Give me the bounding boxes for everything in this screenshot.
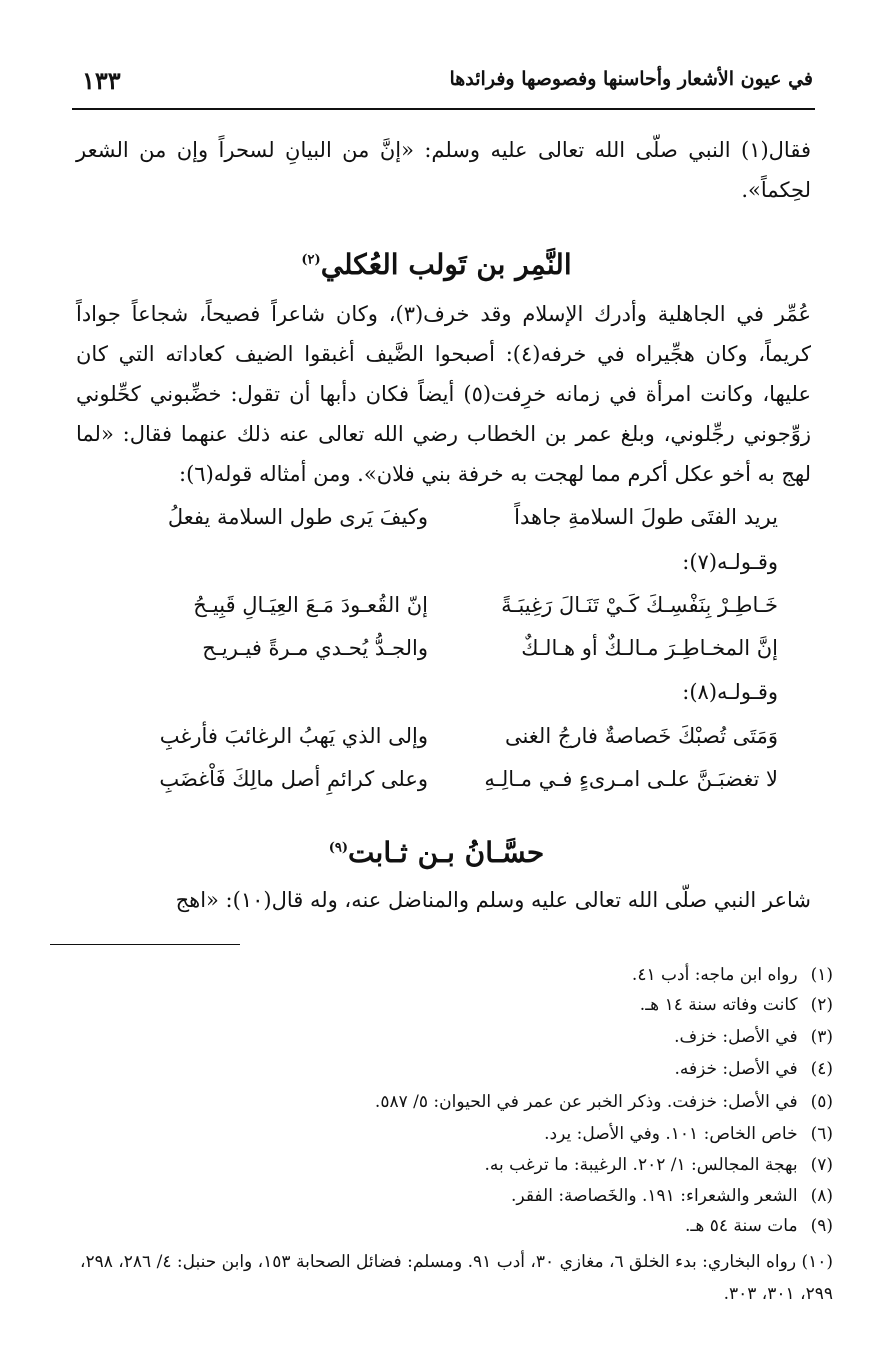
footnote [544,1124,833,1144]
footnote-number: (١) [810,965,833,985]
biography-paragraph-nimr: عُمِّر في الجاهلية وأدرك الإسلام وقد خرف(٣)، وكان شاعراً فصيحاً، شجاعاً جواداً كريماً، وكان هجِّيراه في خرفه(٤): أصبحوا الضَّيف أغبقوا الضيف كعاداته التي كان عليها، وكانت امرأة في زمانه خرِفت(٥) أيضاً فكان دأبها أن تقول: خضِّبوني كحِّلوني زوِّجوني رجِّلوني، وبلغ عمر بن الخطاب رضي الله تعالى عنه ذلك عنهما فقال: «لما لهج به أخو عكل أكرم مما لهجت به خرفة بني فلان». ومن أمثاله قوله(٦): [76,302,812,486]
verse-hemistich: وعلى كرائمِ أصل مالِكَ فَاْغضَبِ [159,767,428,791]
footnote-text: في الأصل: خزفه. [674,1059,798,1079]
footnote-text: كانت وفاته سنة ١٤ هـ. [639,995,798,1015]
footnote [50,1246,833,1310]
footnote [632,965,833,985]
heading-text: النَّمِر بن تَولب العُكلي [320,248,572,281]
heading-text: حسَّـانُ بـن ثـابت [348,836,545,869]
section-heading-nimr [0,248,873,281]
verse-hemistich: وَمَتَى تُصبْكَ خَصاصةٌ فارجُ الغنى [504,724,778,748]
footnote-text: الشعر والشعراء: ١٩١. والخَصاصة: الفقر. [511,1186,798,1206]
verse-hemistich: والجـدُّ يُحـدي مـرةً فيـريـح [202,636,428,660]
intro-paragraph: فقال(١) النبي صلّى الله تعالى عليه وسلم: «إنَّ من البيانِ لسحراً وإن من الشعر لحِكماً». [76,138,811,202]
footnote [674,1027,833,1047]
footnote [484,1155,833,1175]
footnote [675,1059,834,1079]
footnote-number: (٢) [810,995,833,1015]
verse-hemistich: يريد الفتَى طولَ السلامةِ جاهداً [514,505,778,529]
footnote-text: بهجة المجالس: ١/ ٢٠٢. الرغيبة: ما ترغب به. [484,1155,798,1175]
footnote [685,1216,833,1236]
footnote-text: رواه ابن ماجه: أدب ٤١. [631,965,798,985]
running-header-title: في عيون الأشعار وأحاسنها وفصوصها وفرائدها [449,68,813,90]
footnote-text: في الأصل: خزف. [674,1027,798,1047]
footnote [375,1092,833,1112]
verse-hemistich: إنَّ المخـاطِـرَ مـالـكٌ أو هـالـكٌ [521,636,778,660]
footnote-text: رواه البخاري: بدء الخلق ٦، مغازي ٣٠، أدب ٩١. ومسلم: فضائل الصحابة ١٥٣، وابن حنبل: ٤/ ٢٨٦، ٢٩٨، ٢٩٩، ٣٠١، ٣٠٣. [80,1252,833,1304]
verse-hemistich: إنّ القُعـودَ مَـعَ العِيَـالِ قَبِيـحُ [193,593,428,617]
verse-intro: وقـولـه(٧): [682,550,778,574]
footnote-text: خاص الخاص: ١٠١. وفي الأصل: يرد. [544,1124,798,1144]
footnote-number: (٧) [810,1155,833,1175]
footnote-number: (٦) [810,1124,833,1144]
header-rule [72,108,815,110]
footnote-number: (١٠) [801,1252,833,1272]
verse-hemistich: لا تغضبَـنَّ علـى امـرىءٍ فـي مـالِـهِ [484,767,778,791]
footnote-text: في الأصل: خزفت. وذكر الخبر عن عمر في الحيوان: ٥/ ٥٨٧. [374,1092,798,1112]
footnote [511,1186,833,1206]
footnote-number: (٣) [810,1027,833,1047]
verse-intro: وقـولـه(٨): [682,680,778,704]
footnote-number: (٥) [810,1092,833,1112]
heading-footnote-ref: (٩) [328,840,349,856]
verse-hemistich: وإلى الذي يَهبُ الرغائبَ فأرغبِ [159,724,428,748]
verse-hemistich: خَـاطِـرْ بِنَفْسِـكَ كَـيْ تَنَـالَ رَغِيبَـةً [501,593,778,617]
biography-paragraph-hassan: شاعر النبي صلّى الله تعالى عليه وسلم والمناضل عنه، وله قال(١٠): «اهج [175,888,811,912]
footnote-number: (٨) [810,1186,833,1206]
verse-hemistich: وكيفَ يَرى طول السلامة يفعلُ [167,505,428,529]
heading-footnote-ref: (٢) [301,252,321,268]
page-number: ١٣٣ [82,66,121,95]
footnote-number: (٤) [810,1059,833,1079]
section-heading-hassan [0,836,873,869]
footnote-number: (٩) [810,1216,833,1236]
footnote [640,995,833,1015]
footnote-text: مات سنة ٥٤ هـ. [684,1216,798,1236]
footnote-rule [50,944,240,945]
